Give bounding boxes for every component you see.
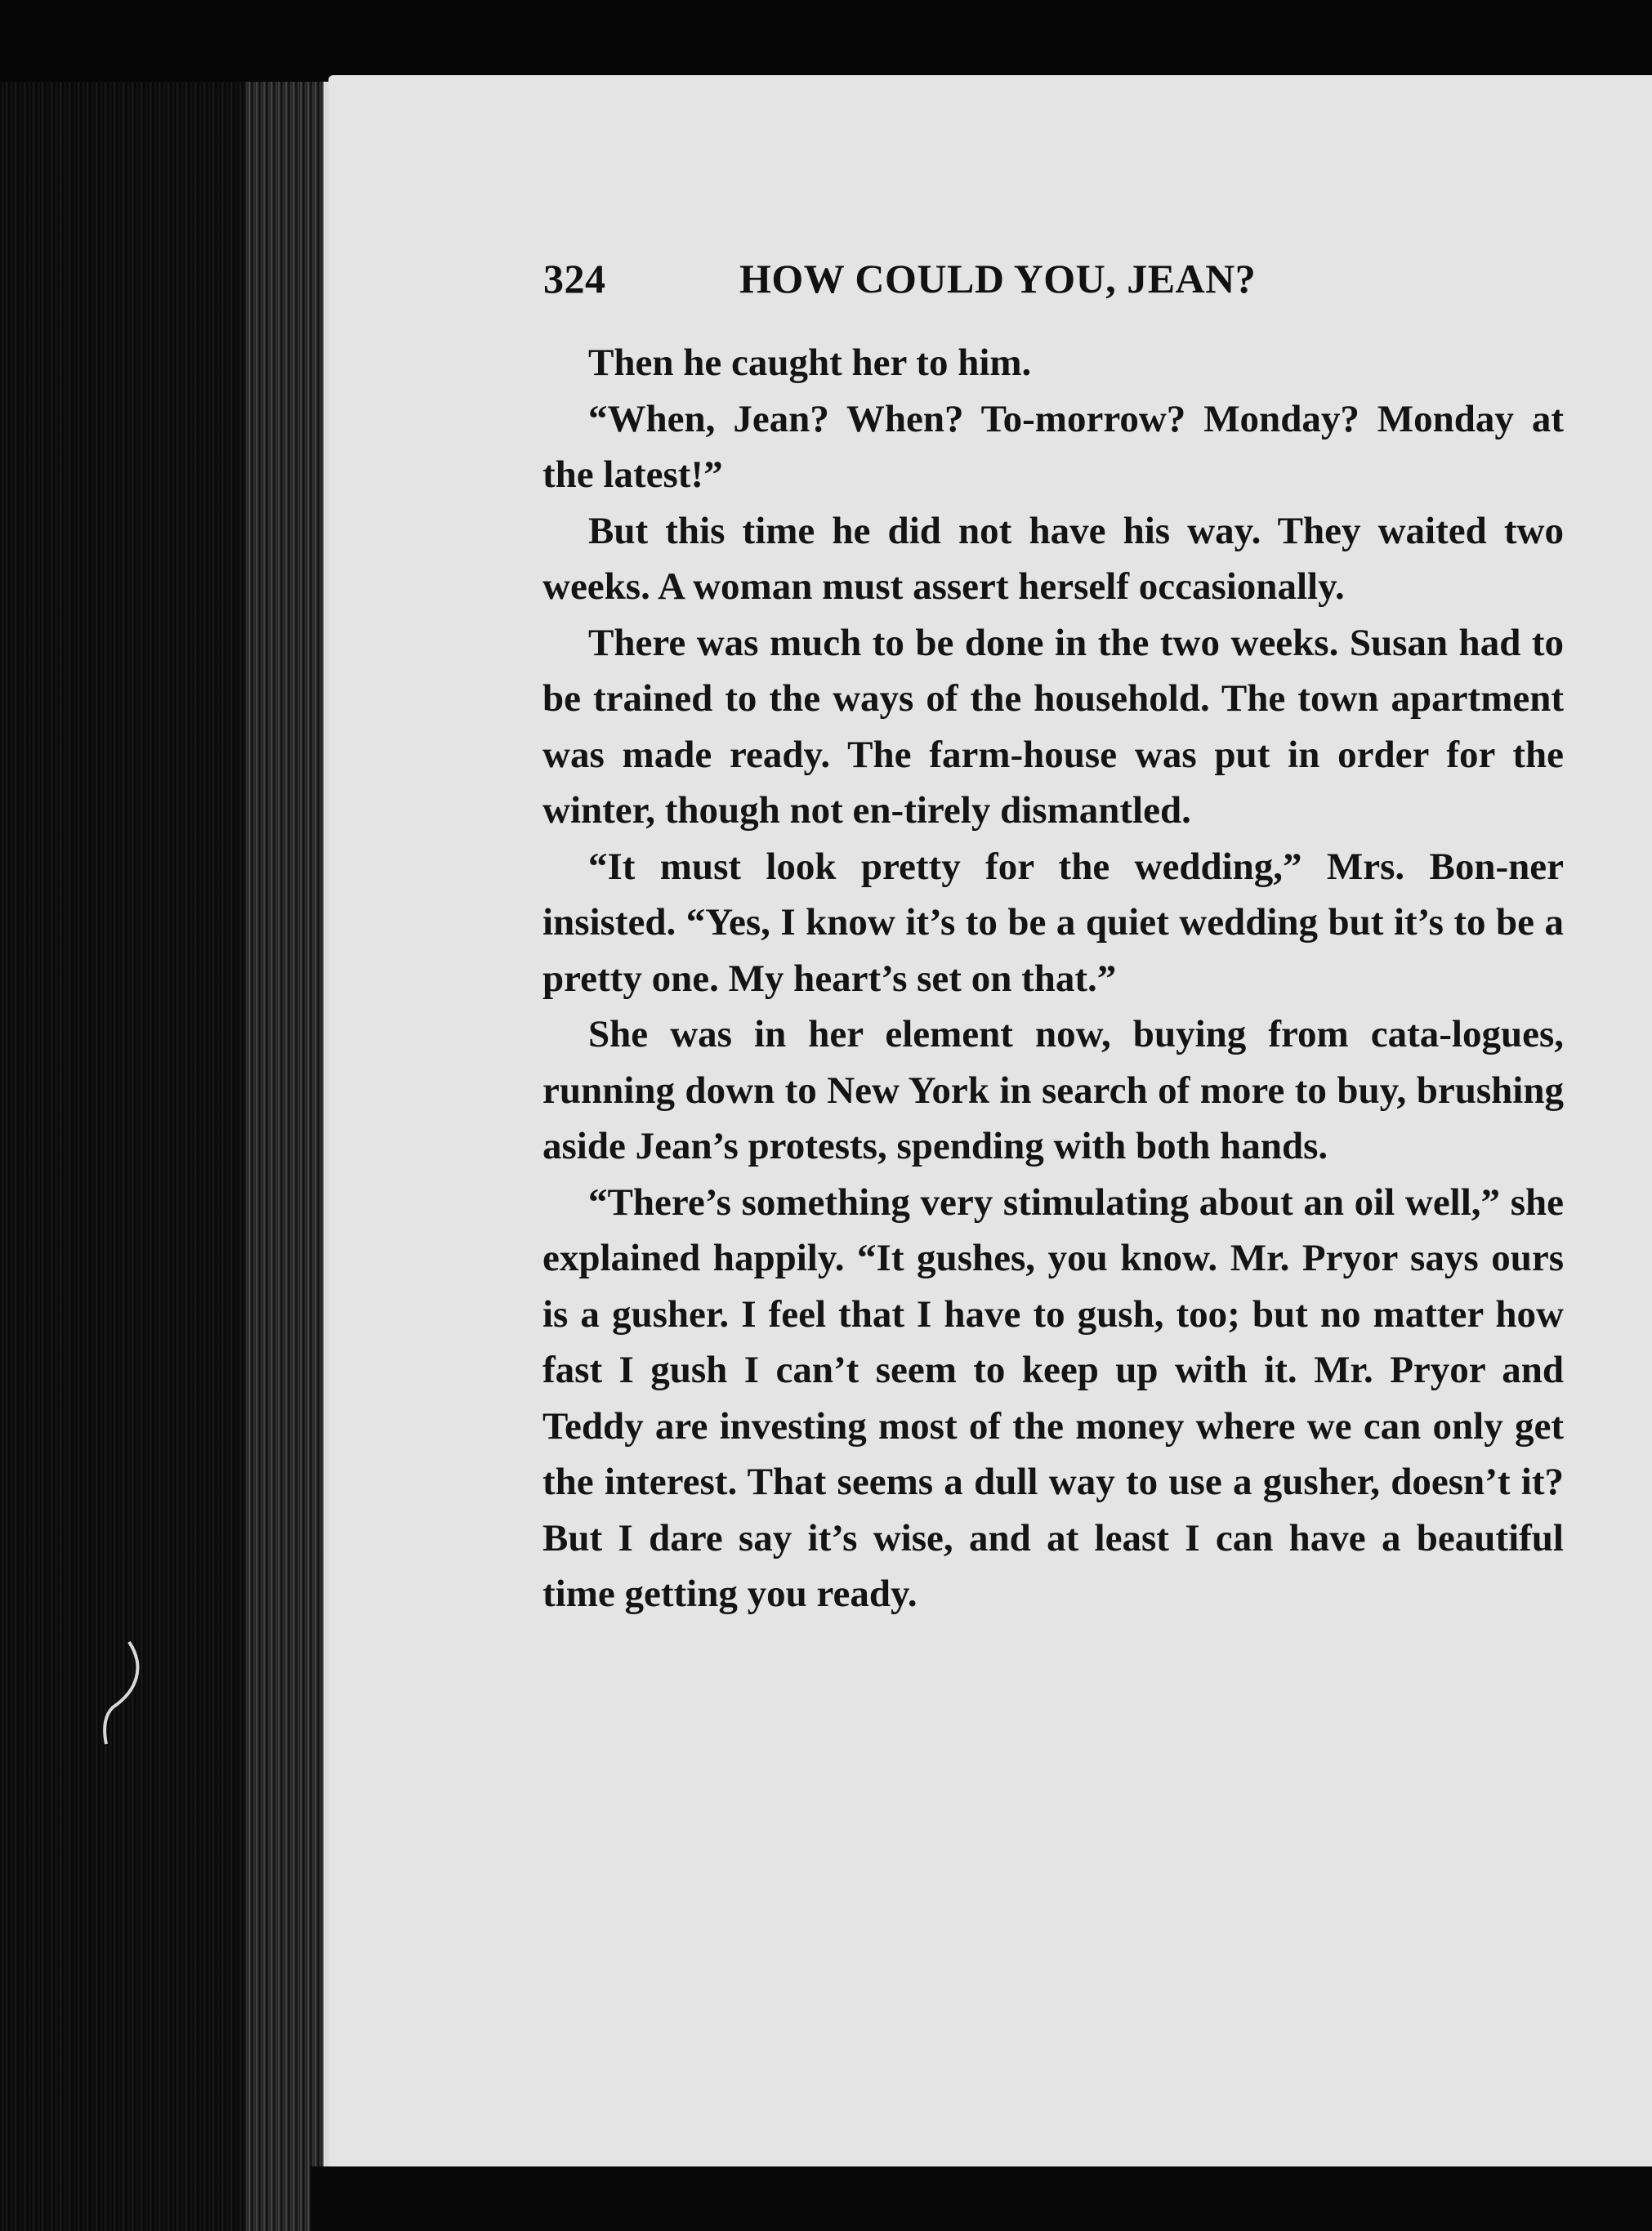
bottom-shadow xyxy=(310,2166,1652,2231)
page-header xyxy=(543,255,1360,312)
paragraph: Then he caught her to him. xyxy=(588,341,1032,384)
running-title: HOW COULD YOU, JEAN? xyxy=(739,256,1257,301)
page-edges xyxy=(245,82,335,2231)
page-gutter-line xyxy=(324,82,328,2231)
body-text xyxy=(542,335,1564,1622)
book-spine-shadow xyxy=(0,82,245,2231)
paragraph: She was in her element now, buying from cata-logues, running down to New York in search of more to buy, brushing aside Jean’s protests, spending with both hands. xyxy=(542,1013,1564,1167)
margin-hair-mark xyxy=(96,1634,145,1748)
paragraph: There was much to be done in the two weeks. Susan had to be trained to the ways of the household. The town apartment was made ready. The farm-house was put in order for the winter, though not en-tirely dismantled. xyxy=(542,621,1564,832)
page-number: 324 xyxy=(543,256,606,301)
paragraph: “There’s something very stimulating about an oil well,” she explained happily. “It gushes, you know. Mr. Pryor says ours is a gusher. I feel that I have to gush, too; but no matter how fast I gush I can’t seem to keep up with it. Mr. Pryor and Teddy are investing most of the money where we can only get the interest. That seems a dull way to use a gusher, doesn’t it? But I dare say it’s wise, and at least I can have a beautiful time getting you ready. xyxy=(542,1180,1564,1615)
paragraph: “When, Jean? When? To-morrow? Monday? Monday at the latest!” xyxy=(542,397,1564,496)
paragraph: “It must look pretty for the wedding,” Mrs. Bon-ner insisted. “Yes, I know it’s to be a quiet wedding but it’s to be a pretty one. My heart’s set on that.” xyxy=(542,845,1564,1000)
paragraph: But this time he did not have his way. They waited two weeks. A woman must assert herself occasionally. xyxy=(542,509,1564,608)
